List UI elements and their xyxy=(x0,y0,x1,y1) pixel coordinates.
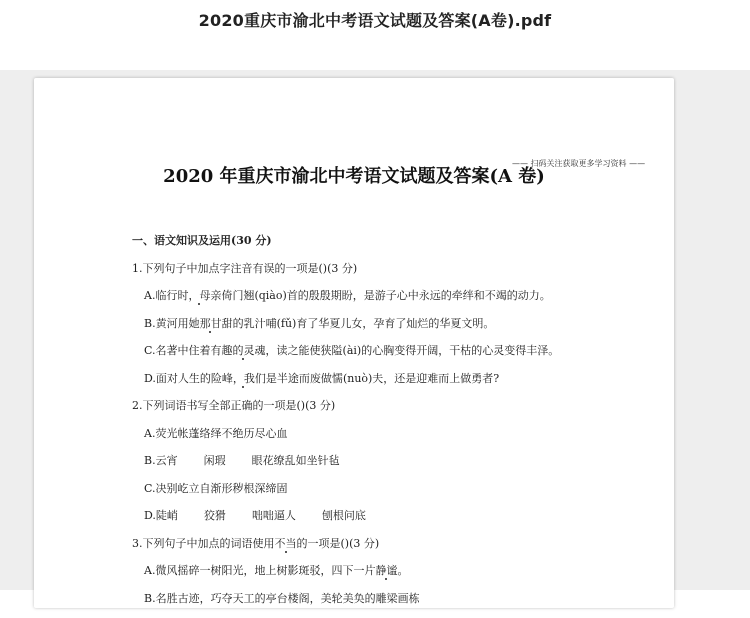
option-word: 刨根问底 xyxy=(322,509,366,522)
option-text: C.名著中住着有趣的灵魂，读之能使狭隘 xyxy=(144,344,343,357)
option-text: (fǔ)育了华夏儿女，孕育了灿烂的华夏文明。 xyxy=(277,317,495,330)
document-body xyxy=(132,233,652,618)
question-3-option-b: B.名胜古迹，巧夺天工的亭台楼阁，美轮美奂的雕梁画栋 xyxy=(132,591,652,618)
question-3-option-a xyxy=(132,563,652,591)
stem-text: 的一项是()(3 分) xyxy=(297,537,380,550)
question-1-option-a xyxy=(132,288,652,316)
question-2-option-c: C.决别屹立自渐形秽根深缔固 xyxy=(132,481,652,509)
document-title: 2020 年重庆市渝北中考语文试题及答案(A 卷) xyxy=(34,162,674,188)
pdf-viewer[interactable] xyxy=(0,70,750,590)
question-2-stem: 2.下列词语书写全部正确的一项是()(3 分) xyxy=(132,398,652,426)
option-text: (ài)的心胸变得开阔，干枯的心灵变得丰泽。 xyxy=(343,344,560,357)
question-2-option-b xyxy=(132,453,652,481)
question-2-option-a: A.荧光帐蓬络绎不绝历尽心血 xyxy=(132,426,652,454)
option-word: 眼花缭乱如坐针毡 xyxy=(252,454,340,467)
watermark-text: —— 扫码关注获取更多学习资料 —— xyxy=(512,158,645,169)
question-1-option-d xyxy=(132,371,652,399)
stem-text: 3.下列句子中加点的词语使用 xyxy=(132,537,275,550)
option-text: A.微风摇碎一树阳光，地上树影斑驳，四下一片 xyxy=(144,564,375,577)
file-title: 2020重庆市渝北中考语文试题及答案(A卷).pdf xyxy=(0,8,750,31)
option-text: 。 xyxy=(397,564,408,577)
question-1-option-c xyxy=(132,343,652,371)
pdf-page xyxy=(34,78,674,608)
option-word: 狡猾 xyxy=(204,509,226,522)
question-3-stem xyxy=(132,536,652,564)
option-word: 咄咄逼人 xyxy=(252,509,296,522)
option-word: B.云宵 xyxy=(144,454,178,467)
title-bar xyxy=(0,0,750,70)
question-1-option-b xyxy=(132,316,652,344)
question-2-option-d xyxy=(132,508,652,536)
option-text: (nuò)夫，还是迎难而上做勇者? xyxy=(343,372,499,385)
question-1-stem: 1.下列句子中加点字注音有误的一项是()(3 分) xyxy=(132,261,652,289)
stem-emphasis: 不当 xyxy=(275,537,297,550)
option-text: (qiào)首的殷殷期盼，是游子心中永远的牵绊和不竭的动力。 xyxy=(254,289,550,302)
section-heading: 一、语文知识及运用(30 分) xyxy=(132,233,652,261)
option-word: 闲瑕 xyxy=(204,454,226,467)
option-text: B.黄河用她那甘甜的乳汁哺 xyxy=(144,317,277,330)
option-text: A.临行时，母亲倚门翘 xyxy=(144,289,254,302)
option-word: D.陡峭 xyxy=(144,509,178,522)
option-text: D.面对人生的险峰，我们是半途而废做懦 xyxy=(144,372,343,385)
option-emphasis: 静谧 xyxy=(375,564,397,577)
